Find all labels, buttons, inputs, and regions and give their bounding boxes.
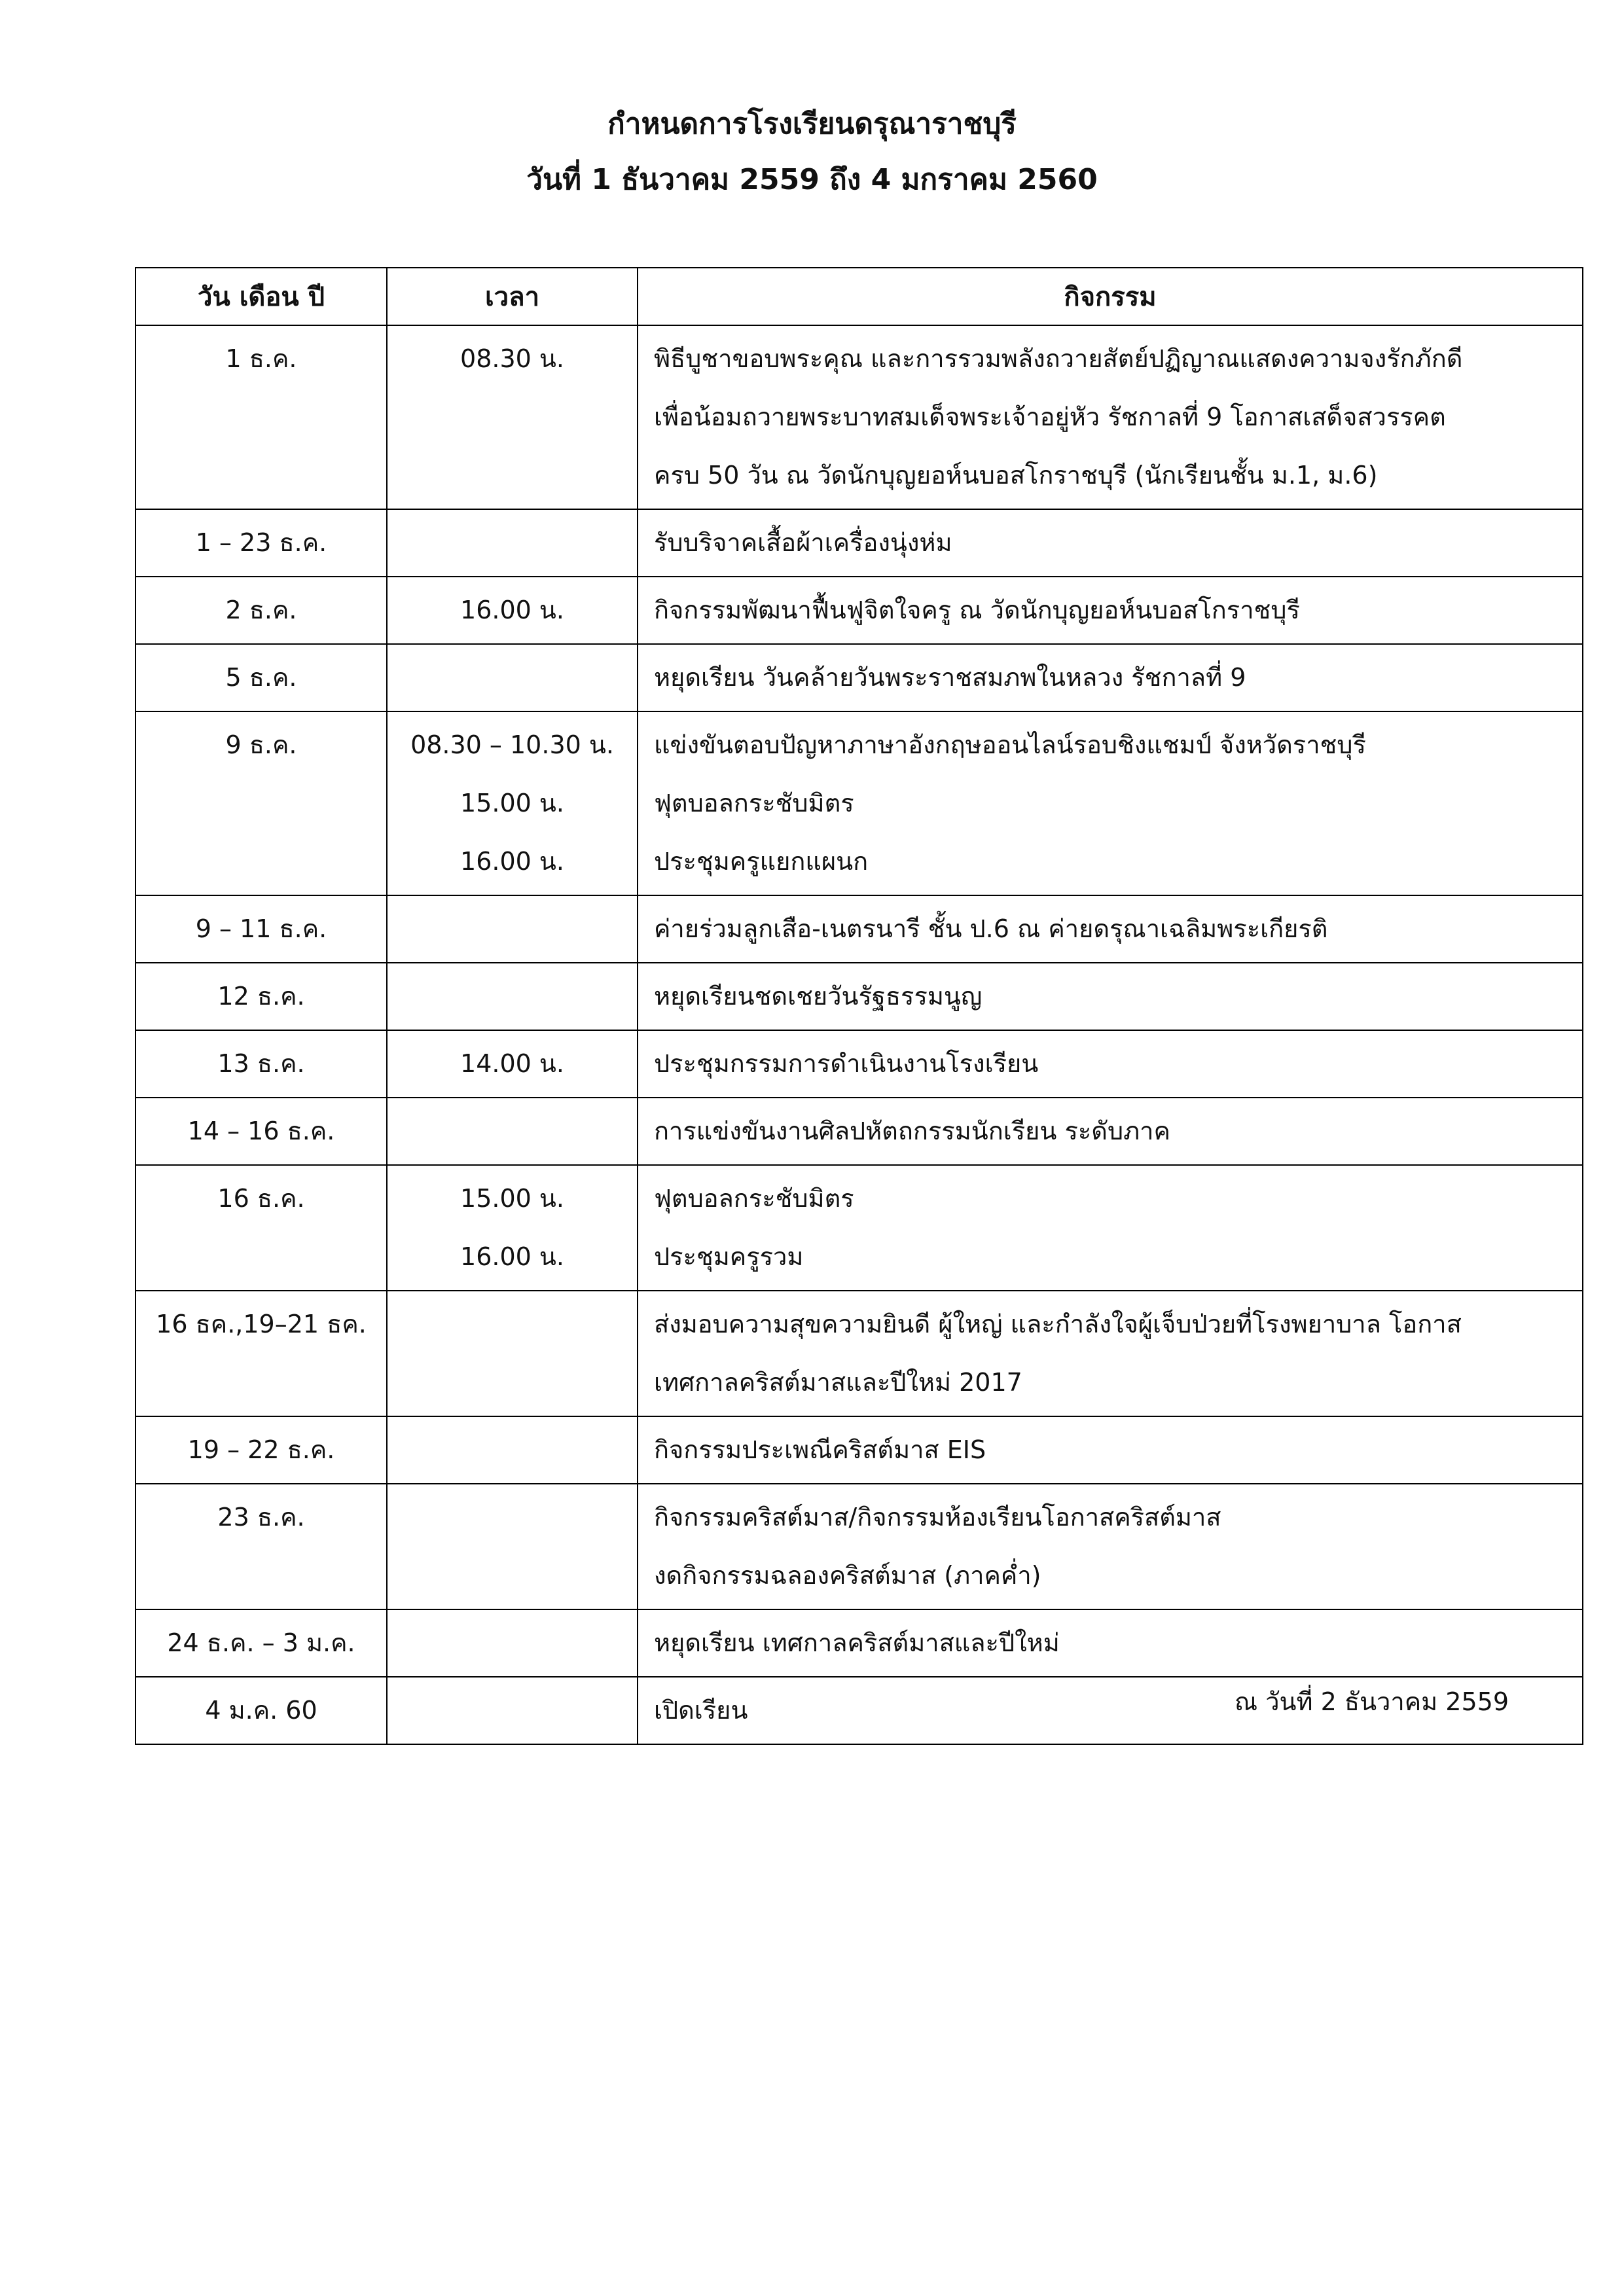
- time-cell-text: [388, 1421, 637, 1479]
- activity-cell: [638, 644, 1583, 711]
- activity-cell-text: ประชุมครูรวม: [654, 1242, 804, 1271]
- time-cell: [387, 711, 638, 895]
- time-cell-text: 16.00 น.: [460, 847, 564, 876]
- header-date: วัน เดือน ปี: [135, 268, 387, 325]
- date-cell: [135, 711, 387, 895]
- date-cell-text: 14 – 16 ธ.ค.: [187, 1117, 335, 1145]
- date-cell: [135, 509, 387, 577]
- time-cell: [387, 1677, 638, 1744]
- activity-cell-text: ฟุตบอลกระชับมิตร: [654, 1184, 854, 1213]
- date-cell-text: 16 ธ.ค.: [217, 1184, 305, 1213]
- table-row: [135, 1030, 1583, 1098]
- time-cell-text: [388, 900, 637, 958]
- time-cell: [387, 1291, 638, 1416]
- date-cell-text: 4 ม.ค. 60: [205, 1696, 317, 1725]
- activity-cell-text: ครบ 50 วัน ณ วัดนักบุญยอห์นบอสโกราชบุรี (นักเรียนชั้น ม.1, ม.6): [654, 461, 1378, 490]
- table-row: [135, 1165, 1583, 1291]
- table-row: [135, 1416, 1583, 1484]
- time-cell: [387, 325, 638, 509]
- time-cell: [387, 1484, 638, 1609]
- date-cell: [135, 644, 387, 711]
- date-cell: [135, 1484, 387, 1609]
- date-cell-text: 16 ธค.,19–21 ธค.: [156, 1310, 367, 1338]
- header-activity: กิจกรรม: [638, 268, 1583, 325]
- time-cell-text: [388, 1102, 637, 1160]
- time-cell: [387, 1416, 638, 1484]
- table-row: [135, 509, 1583, 577]
- date-cell: [135, 1609, 387, 1677]
- time-cell: [387, 895, 638, 963]
- time-cell: [387, 644, 638, 711]
- date-cell: [135, 325, 387, 509]
- time-cell: [387, 577, 638, 644]
- date-cell-text: 9 – 11 ธ.ค.: [195, 914, 327, 943]
- table-row: [135, 577, 1583, 644]
- schedule-table: [135, 267, 1583, 1745]
- activity-cell: [638, 963, 1583, 1030]
- time-cell: [387, 1098, 638, 1165]
- activity-cell: [638, 325, 1583, 509]
- activity-cell: [638, 1098, 1583, 1165]
- activity-cell: [638, 1291, 1583, 1416]
- activity-cell-text: รับบริจาคเสื้อผ้าเครื่องนุ่งห่ม: [654, 528, 952, 557]
- table-row: [135, 895, 1583, 963]
- date-cell: [135, 1291, 387, 1416]
- document-subtitle: วันที่ 1 ธันวาคม 2559 ถึง 4 มกราคม 2560: [526, 163, 1098, 196]
- date-cell-text: 12 ธ.ค.: [217, 982, 305, 1011]
- activity-cell-text: ประชุมครูแยกแผนก: [654, 847, 869, 876]
- activity-cell: [638, 1609, 1583, 1677]
- date-cell-text: 1 ธ.ค.: [225, 344, 297, 373]
- table-row: [135, 711, 1583, 895]
- document-title: กำหนดการโรงเรียนดรุณาราชบุรี: [607, 107, 1017, 141]
- time-cell: [387, 1030, 638, 1098]
- date-cell: [135, 963, 387, 1030]
- date-cell: [135, 1416, 387, 1484]
- time-cell-text: 08.30 น.: [460, 344, 564, 373]
- table-row: [135, 1609, 1583, 1677]
- table-row: [135, 1098, 1583, 1165]
- activity-cell: [638, 509, 1583, 577]
- date-cell: [135, 1098, 387, 1165]
- schedule-body: [135, 325, 1583, 1744]
- time-cell-text: 15.00 น.: [460, 1184, 564, 1213]
- activity-cell: [638, 1416, 1583, 1484]
- activity-cell-text: หยุดเรียนชดเชยวันรัฐธรรมนูญ: [654, 982, 983, 1011]
- time-cell-text: 08.30 – 10.30 น.: [410, 730, 614, 759]
- date-cell: [135, 1165, 387, 1291]
- activity-cell-text: ส่งมอบความสุขความยินดี ผู้ใหญ่ และกำลังใจผู้เจ็บป่วยที่โรงพยาบาล โอกาส: [654, 1310, 1462, 1338]
- activity-cell: [638, 1030, 1583, 1098]
- activity-cell-text: กิจกรรมประเพณีคริสต์มาส EIS: [654, 1435, 986, 1464]
- table-row: [135, 1484, 1583, 1609]
- time-cell: [387, 509, 638, 577]
- time-cell: [387, 1609, 638, 1677]
- time-cell-text: [388, 514, 637, 572]
- date-cell-text: 9 ธ.ค.: [225, 730, 297, 759]
- time-cell-text: 15.00 น.: [460, 789, 564, 817]
- activity-cell-text: หยุดเรียน วันคล้ายวันพระราชสมภพในหลวง รัชกาลที่ 9: [654, 663, 1246, 692]
- date-cell-text: 2 ธ.ค.: [225, 596, 297, 624]
- activity-cell-text: ค่ายร่วมลูกเสือ-เนตรนารี ชั้น ป.6 ณ ค่ายดรุณาเฉลิมพระเกียรติ: [654, 914, 1328, 943]
- header-time: เวลา: [387, 268, 638, 325]
- date-cell: [135, 1677, 387, 1744]
- date-cell: [135, 895, 387, 963]
- table-row: [135, 963, 1583, 1030]
- table-row: [135, 325, 1583, 509]
- activity-cell-text: กิจกรรมคริสต์มาส/กิจกรรมห้องเรียนโอกาสคริสต์มาส: [654, 1503, 1221, 1532]
- activity-cell: [638, 577, 1583, 644]
- time-cell: [387, 1165, 638, 1291]
- activity-cell-text: เทศกาลคริสต์มาสและปีใหม่ 2017: [654, 1368, 1022, 1397]
- date-cell-text: 19 – 22 ธ.ค.: [187, 1435, 335, 1464]
- activity-cell: [638, 895, 1583, 963]
- activity-cell-text: งดกิจกรรมฉลองคริสต์มาส (ภาคค่ำ): [654, 1561, 1041, 1590]
- date-cell-text: 23 ธ.ค.: [217, 1503, 305, 1532]
- table-row: [135, 1291, 1583, 1416]
- activity-cell: [638, 1165, 1583, 1291]
- activity-cell-text: ฟุตบอลกระชับมิตร: [654, 789, 854, 817]
- date-cell-text: 5 ธ.ค.: [225, 663, 297, 692]
- activity-cell: [638, 1484, 1583, 1609]
- time-cell-text: [388, 1488, 637, 1547]
- date-cell: [135, 1030, 387, 1098]
- signoff-date: ณ วันที่ 2 ธันวาคม 2559: [1234, 1687, 1509, 1716]
- date-cell-text: 1 – 23 ธ.ค.: [195, 528, 327, 557]
- table-row: [135, 644, 1583, 711]
- date-cell-text: 24 ธ.ค. – 3 ม.ค.: [167, 1628, 355, 1657]
- time-cell-text: 14.00 น.: [460, 1049, 564, 1078]
- activity-cell-text: ประชุมกรรมการดำเนินงานโรงเรียน: [654, 1049, 1039, 1078]
- time-cell-text: 16.00 น.: [460, 1242, 564, 1271]
- time-cell-text: [388, 1681, 637, 1740]
- table-header-row: [135, 268, 1583, 325]
- time-cell-text: 16.00 น.: [460, 596, 564, 624]
- date-cell-text: 13 ธ.ค.: [217, 1049, 305, 1078]
- time-cell-text: [388, 1614, 637, 1672]
- time-cell: [387, 963, 638, 1030]
- activity-cell: [638, 711, 1583, 895]
- activity-cell-text: พิธีบูชาขอบพระคุณ และการรวมพลังถวายสัตย์ปฏิญาณแสดงความจงรักภักดี: [654, 344, 1463, 373]
- activity-cell-text: หยุดเรียน เทศกาลคริสต์มาสและปีใหม่: [654, 1628, 1060, 1657]
- date-cell: [135, 577, 387, 644]
- time-cell-text: [388, 967, 637, 1026]
- activity-cell-text: เพื่อน้อมถวายพระบาทสมเด็จพระเจ้าอยู่หัว รัชกาลที่ 9 โอกาสเสด็จสวรรคต: [654, 403, 1446, 431]
- time-cell-text: [388, 1295, 637, 1354]
- activity-cell-text: เปิดเรียน: [654, 1696, 748, 1725]
- activity-cell-text: การแข่งขันงานศิลปหัตถกรรมนักเรียน ระดับภาค: [654, 1117, 1170, 1145]
- activity-cell-text: แข่งขันตอบปัญหาภาษาอังกฤษออนไลน์รอบชิงแชมป์ จังหวัดราชบุรี: [654, 730, 1366, 759]
- time-cell-text: [388, 649, 637, 707]
- activity-cell-text: กิจกรรมพัฒนาฟื้นฟูจิตใจครู ณ วัดนักบุญยอห์นบอสโกราชบุรี: [654, 596, 1300, 624]
